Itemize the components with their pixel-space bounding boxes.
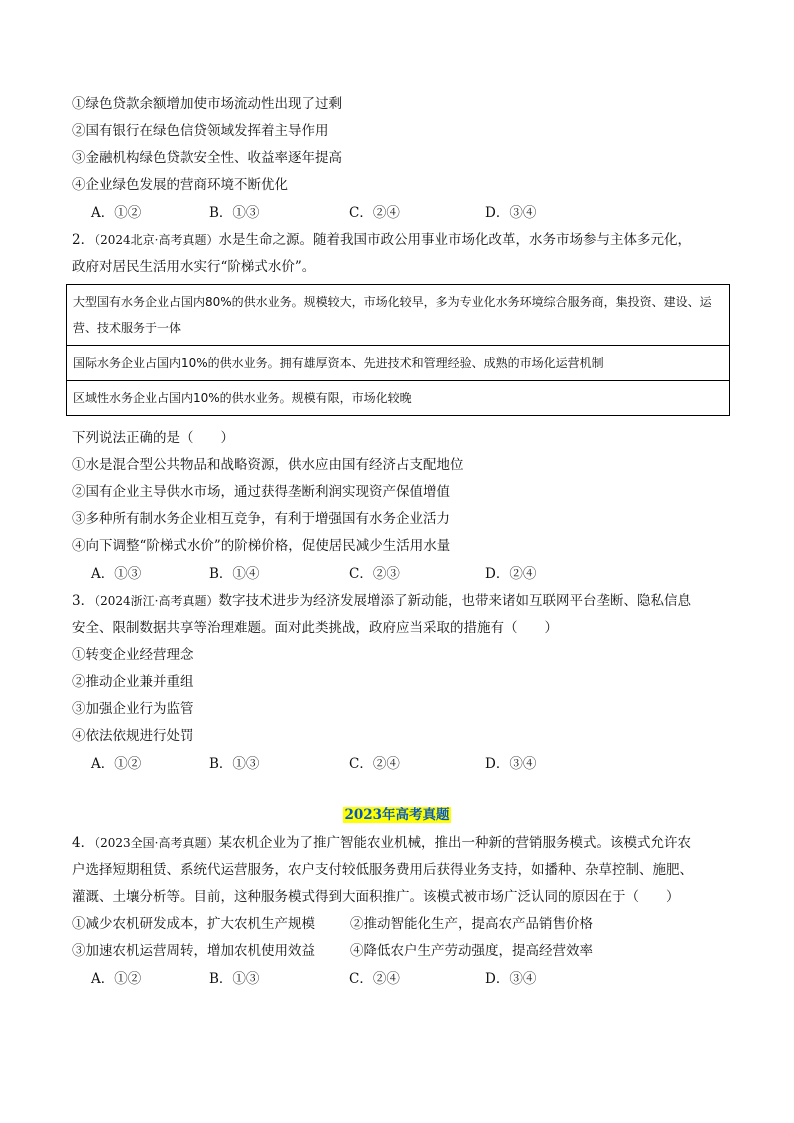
q2-statement-4: ④向下调整“阶梯式水价”的阶梯价格，促使居民减少生活用水量 [72, 538, 451, 554]
q2-source: （2024北京·高考真题） [94, 233, 219, 247]
q4-stem-line-1 [72, 834, 691, 852]
q3-statement-4: ④依法依规进行处罚 [72, 728, 194, 744]
q3-option-d[interactable]: D．③④ [485, 756, 537, 772]
q4-statement-4: ④降低农户生产劳动强度，提高经营效率 [350, 943, 593, 959]
q4-option-a[interactable]: A．①② [91, 971, 142, 987]
q3-option-b[interactable]: B．①③ [209, 756, 260, 772]
q4-source: （2023全国·高考真题） [94, 836, 219, 850]
q2-table-row-2: 国际水务企业占国内10%的供水业务。拥有雄厚资本、先进技术和管理经验、成熟的市场化运营机制 [67, 346, 730, 381]
q4-option-c[interactable]: C．②④ [349, 971, 400, 987]
q2-statement-2: ②国有企业主导供水市场，通过获得垄断利润实现资产保值增值 [72, 484, 450, 500]
q3-statement-3: ③加强企业行为监管 [72, 701, 194, 717]
q3-option-c[interactable]: C．②④ [349, 756, 400, 772]
q2-table-row-1: 大型国有水务企业占国内80%的供水业务。规模较大，市场化较早，多为专业化水务环境综合服务商，集投资、建设、运营、技术服务于一体 [67, 285, 730, 346]
q2-stem-text-1: 水是生命之源。随着我国市政公用事业市场化改革，水务市场参与主体多元化， [218, 232, 691, 248]
q2-statement-3: ③多种所有制水务企业相互竞争，有利于增强国有水务企业活力 [72, 511, 450, 527]
q3-statement-1: ①转变企业经营理念 [72, 647, 194, 663]
q3-source: （2024浙江·高考真题） [94, 594, 219, 608]
q2-statement-1: ①水是混合型公共物品和战略资源，供水应由国有经济占支配地位 [72, 457, 464, 473]
q3-stem-line-1 [72, 592, 691, 610]
q1-statement-3: ③金融机构绿色贷款安全性、收益率逐年提高 [72, 150, 342, 166]
section-title [0, 806, 794, 824]
q4-option-d[interactable]: D．③④ [485, 971, 537, 987]
q4-number: 4． [72, 835, 95, 851]
q2-stem-line-2: 政府对居民生活用水实行“阶梯式水价”。 [72, 259, 316, 275]
q1-option-b[interactable]: B．①③ [209, 205, 260, 221]
q4-stem-line-3: 灌溉、土壤分析等。目前，这种服务模式得到大面积推广。该模式被市场广泛认同的原因在于（ ） [72, 889, 680, 905]
q4-statements-row-1 [72, 915, 593, 933]
q4-statement-1: ①减少农机研发成本，扩大农机生产规模 [72, 916, 315, 932]
q4-option-b[interactable]: B．①③ [209, 971, 260, 987]
q4-statement-2: ②推动智能化生产，提高农产品销售价格 [350, 916, 593, 932]
q3-number: 3． [72, 593, 95, 609]
q4-statement-3: ③加速农机运营周转，增加农机使用效益 [72, 943, 315, 959]
q2-stem-line-1 [72, 231, 691, 249]
q1-option-d[interactable]: D．③④ [485, 205, 537, 221]
q1-statement-2: ②国有银行在绿色信贷领域发挥着主导作用 [72, 123, 329, 139]
q3-option-a[interactable]: A．①② [91, 756, 142, 772]
q2-table-row-3: 区域性水务企业占国内10%的供水业务。规模有限，市场化较晚 [67, 381, 730, 416]
q2-question: 下列说法正确的是（ ） [72, 430, 234, 446]
q2-option-c[interactable]: C．②③ [349, 566, 400, 582]
q4-stem-line-2: 户选择短期租赁、系统代运营服务，农户支付较低服务费用后获得业务支持，如播种、杂草控制、施肥、 [72, 862, 693, 878]
q2-option-a[interactable]: A．①③ [91, 566, 142, 582]
q4-stem-text-1: 某农机企业为了推广智能农业机械，推出一种新的营销服务模式。该模式允许农 [218, 835, 691, 851]
q3-stem-line-2: 安全、限制数据共享等治理难题。面对此类挑战，政府应当采取的措施有（ ） [72, 620, 558, 636]
section-title-text: 2023年高考真题 [344, 807, 450, 823]
q3-statement-2: ②推动企业兼并重组 [72, 674, 194, 690]
q1-statement-1: ①绿色贷款余额增加使市场流动性出现了过剩 [72, 96, 342, 112]
q2-option-d[interactable]: D．②④ [485, 566, 537, 582]
q1-option-a[interactable]: A．①② [91, 205, 142, 221]
q2-info-table [66, 284, 730, 416]
q2-option-b[interactable]: B．①④ [209, 566, 260, 582]
q2-number: 2． [72, 232, 95, 248]
q4-statements-row-2 [72, 942, 593, 960]
q3-stem-text-1: 数字技术进步为经济发展增添了新动能，也带来诸如互联网平台垄断、隐私信息 [218, 593, 691, 609]
q1-statement-4: ④企业绿色发展的营商环境不断优化 [72, 177, 288, 193]
q1-option-c[interactable]: C．②④ [349, 205, 400, 221]
